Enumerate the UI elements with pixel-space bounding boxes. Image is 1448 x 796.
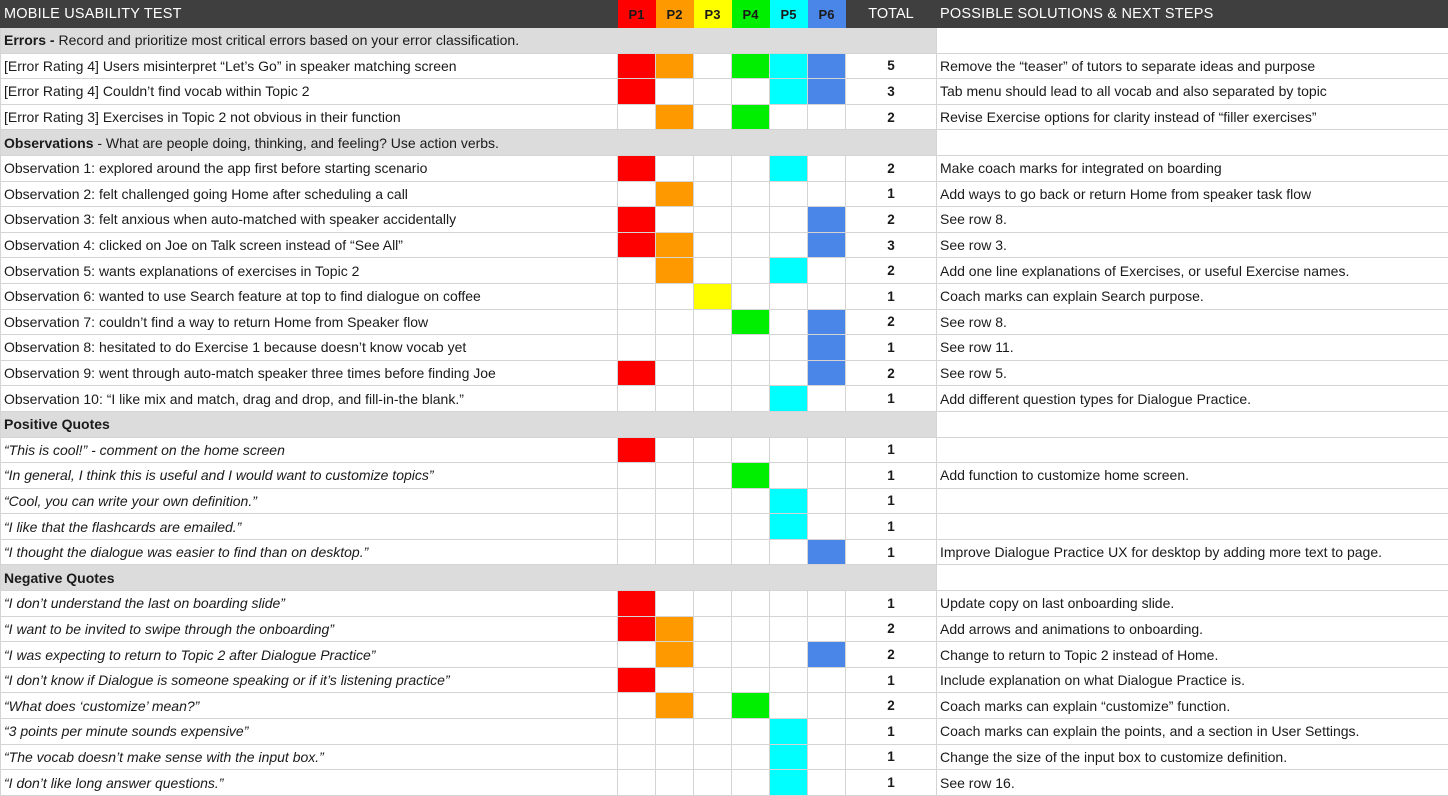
participant-mark-cell[interactable]	[808, 463, 846, 489]
solution-cell[interactable]	[937, 437, 1448, 463]
participant-mark-cell[interactable]	[694, 488, 732, 514]
participant-header[interactable]: P3	[694, 1, 732, 28]
section-description: - What are people doing, thinking, and feeling? Use action verbs.	[93, 134, 499, 151]
solution-cell[interactable]: Change the size of the input box to customize definition.	[937, 744, 1448, 770]
participant-mark-cell[interactable]	[732, 53, 770, 79]
total-cell[interactable]: 1	[846, 744, 937, 770]
participant-mark-cell[interactable]	[618, 181, 656, 207]
total-cell[interactable]: 5	[846, 53, 937, 79]
solution-cell[interactable]: Update copy on last onboarding slide.	[937, 591, 1448, 617]
participant-mark-cell[interactable]	[694, 539, 732, 565]
solution-cell[interactable]: Add one line explanations of Exercises, or useful Exercise names.	[937, 258, 1448, 284]
participant-mark-cell[interactable]	[808, 514, 846, 540]
sheet-body	[1, 28, 1448, 796]
table-row	[1, 719, 1448, 745]
solution-cell[interactable]: Coach marks can explain the points, and a section in User Settings.	[937, 719, 1448, 745]
participant-mark-cell[interactable]	[694, 744, 732, 770]
total-cell[interactable]: 2	[846, 642, 937, 668]
finding-cell[interactable]: “I want to be invited to swipe through the onboarding”	[1, 616, 618, 642]
solution-cell[interactable]: Revise Exercise options for clarity instead of “filler exercises”	[937, 104, 1448, 130]
participant-mark-cell[interactable]	[618, 514, 656, 540]
participant-mark-cell[interactable]	[618, 53, 656, 79]
participant-mark-cell[interactable]	[732, 181, 770, 207]
participant-mark-cell[interactable]	[694, 207, 732, 233]
participant-mark-cell[interactable]	[694, 104, 732, 130]
solution-cell[interactable]: Add function to customize home screen.	[937, 463, 1448, 489]
section-title: Negative Quotes	[4, 569, 115, 586]
participant-mark-cell[interactable]	[656, 53, 694, 79]
participant-mark-cell[interactable]	[808, 770, 846, 796]
finding-cell[interactable]: “Cool, you can write your own definition.”	[1, 488, 618, 514]
table-row	[1, 104, 1448, 130]
participant-mark-cell[interactable]	[770, 770, 808, 796]
section-header-row	[1, 565, 1448, 591]
participant-mark-cell[interactable]	[732, 463, 770, 489]
participant-mark-cell[interactable]	[732, 232, 770, 258]
participant-mark-cell[interactable]	[770, 155, 808, 181]
solution-cell[interactable]: Include explanation on what Dialogue Practice is.	[937, 667, 1448, 693]
participant-mark-cell[interactable]	[770, 386, 808, 412]
table-row	[1, 463, 1448, 489]
participant-mark-cell[interactable]	[618, 693, 656, 719]
participant-mark-cell[interactable]	[732, 437, 770, 463]
total-cell[interactable]: 1	[846, 437, 937, 463]
participant-mark-cell[interactable]	[656, 488, 694, 514]
participant-mark-cell[interactable]	[770, 360, 808, 386]
total-cell[interactable]: 1	[846, 719, 937, 745]
table-row	[1, 335, 1448, 361]
participant-mark-cell[interactable]	[770, 514, 808, 540]
participant-mark-cell[interactable]	[618, 386, 656, 412]
participant-mark-cell[interactable]	[618, 488, 656, 514]
participant-mark-cell[interactable]	[770, 642, 808, 668]
solution-cell[interactable]: Add different question types for Dialogue Practice.	[937, 386, 1448, 412]
finding-cell[interactable]: Observation 8: hesitated to do Exercise 1 because doesn’t know vocab yet	[1, 335, 618, 361]
participant-mark-cell[interactable]	[656, 155, 694, 181]
solution-cell[interactable]	[937, 488, 1448, 514]
participant-mark-cell[interactable]	[808, 386, 846, 412]
participant-mark-cell[interactable]	[656, 258, 694, 284]
participant-mark-cell[interactable]	[656, 693, 694, 719]
total-cell[interactable]: 1	[846, 181, 937, 207]
participant-mark-cell[interactable]	[656, 514, 694, 540]
finding-cell[interactable]: “What does ‘customize’ mean?”	[1, 693, 618, 719]
total-cell[interactable]: 1	[846, 591, 937, 617]
participant-mark-cell[interactable]	[808, 335, 846, 361]
participant-mark-cell[interactable]	[808, 667, 846, 693]
finding-cell[interactable]: “I like that the flashcards are emailed.”	[1, 514, 618, 540]
participant-mark-cell[interactable]	[808, 258, 846, 284]
total-cell[interactable]: 2	[846, 360, 937, 386]
participant-mark-cell[interactable]	[618, 283, 656, 309]
solution-cell[interactable]	[937, 411, 1448, 437]
participant-mark-cell[interactable]	[770, 207, 808, 233]
total-cell[interactable]: 2	[846, 104, 937, 130]
participant-mark-cell[interactable]	[732, 79, 770, 105]
solution-cell[interactable]: See row 5.	[937, 360, 1448, 386]
table-row	[1, 386, 1448, 412]
participant-mark-cell[interactable]	[656, 770, 694, 796]
participant-mark-cell[interactable]	[808, 181, 846, 207]
solution-cell[interactable]	[937, 565, 1448, 591]
table-row	[1, 514, 1448, 540]
participant-mark-cell[interactable]	[656, 386, 694, 412]
finding-cell[interactable]: Observation 9: went through auto-match speaker three times before finding Joe	[1, 360, 618, 386]
finding-cell[interactable]: “I was expecting to return to Topic 2 after Dialogue Practice”	[1, 642, 618, 668]
table-row	[1, 232, 1448, 258]
total-cell[interactable]: 1	[846, 488, 937, 514]
finding-cell[interactable]: “The vocab doesn’t make sense with the input box.”	[1, 744, 618, 770]
participant-mark-cell[interactable]	[732, 335, 770, 361]
participant-mark-cell[interactable]	[770, 258, 808, 284]
solution-cell[interactable]: Improve Dialogue Practice UX for desktop by adding more text to page.	[937, 539, 1448, 565]
participant-header[interactable]: P5	[770, 1, 808, 28]
participant-mark-cell[interactable]	[694, 79, 732, 105]
total-cell[interactable]: 2	[846, 616, 937, 642]
participant-mark-cell[interactable]	[694, 514, 732, 540]
participant-mark-cell[interactable]	[770, 463, 808, 489]
participant-mark-cell[interactable]	[694, 53, 732, 79]
participant-mark-cell[interactable]	[808, 591, 846, 617]
total-cell[interactable]: 1	[846, 335, 937, 361]
participant-mark-cell[interactable]	[770, 335, 808, 361]
table-row	[1, 744, 1448, 770]
total-cell[interactable]: 3	[846, 232, 937, 258]
participant-mark-cell[interactable]	[694, 258, 732, 284]
participant-mark-cell[interactable]	[694, 232, 732, 258]
participant-header[interactable]: P1	[618, 1, 656, 28]
participant-mark-cell[interactable]	[770, 719, 808, 745]
solution-cell[interactable]: Change to return to Topic 2 instead of Home.	[937, 642, 1448, 668]
total-cell[interactable]: 1	[846, 514, 937, 540]
participant-mark-cell[interactable]	[732, 642, 770, 668]
participant-mark-cell[interactable]	[770, 616, 808, 642]
participant-mark-cell[interactable]	[808, 539, 846, 565]
participant-mark-cell[interactable]	[732, 539, 770, 565]
participant-mark-cell[interactable]	[808, 79, 846, 105]
finding-cell[interactable]: [Error Rating 4] Users misinterpret “Let’s Go” in speaker matching screen	[1, 53, 618, 79]
participant-mark-cell[interactable]	[808, 488, 846, 514]
finding-cell[interactable]: “I don’t know if Dialogue is someone speaking or if it’s listening practice”	[1, 667, 618, 693]
participant-mark-cell[interactable]	[732, 155, 770, 181]
solution-cell[interactable]	[937, 514, 1448, 540]
participant-mark-cell[interactable]	[656, 104, 694, 130]
participant-mark-cell[interactable]	[694, 591, 732, 617]
participant-mark-cell[interactable]	[770, 667, 808, 693]
participant-mark-cell[interactable]	[732, 591, 770, 617]
solution-cell[interactable]: Tab menu should lead to all vocab and also separated by topic	[937, 79, 1448, 105]
table-row	[1, 770, 1448, 796]
participant-mark-cell[interactable]	[770, 437, 808, 463]
participant-mark-cell[interactable]	[618, 360, 656, 386]
participant-mark-cell[interactable]	[770, 591, 808, 617]
participant-mark-cell[interactable]	[656, 283, 694, 309]
participant-mark-cell[interactable]	[770, 744, 808, 770]
participant-mark-cell[interactable]	[808, 155, 846, 181]
table-row	[1, 283, 1448, 309]
participant-mark-cell[interactable]	[732, 283, 770, 309]
participant-mark-cell[interactable]	[656, 539, 694, 565]
table-row	[1, 693, 1448, 719]
solution-cell[interactable]: See row 11.	[937, 335, 1448, 361]
participant-mark-cell[interactable]	[656, 744, 694, 770]
total-cell[interactable]: 2	[846, 309, 937, 335]
participant-mark-cell[interactable]	[770, 539, 808, 565]
participant-mark-cell[interactable]	[618, 719, 656, 745]
table-row	[1, 437, 1448, 463]
solution-cell[interactable]: Make coach marks for integrated on boarding	[937, 155, 1448, 181]
participant-mark-cell[interactable]	[732, 488, 770, 514]
participant-mark-cell[interactable]	[694, 667, 732, 693]
sheet-title[interactable]: MOBILE USABILITY TEST	[1, 1, 618, 28]
finding-cell[interactable]: Observation 7: couldn’t find a way to return Home from Speaker flow	[1, 309, 618, 335]
total-cell[interactable]: 2	[846, 155, 937, 181]
solutions-header[interactable]: POSSIBLE SOLUTIONS & NEXT STEPS	[937, 1, 1448, 28]
participant-mark-cell[interactable]	[618, 437, 656, 463]
solution-cell[interactable]	[937, 28, 1448, 54]
participant-mark-cell[interactable]	[618, 744, 656, 770]
participant-mark-cell[interactable]	[694, 616, 732, 642]
participant-mark-cell[interactable]	[694, 386, 732, 412]
participant-mark-cell[interactable]	[694, 335, 732, 361]
finding-cell[interactable]: “3 points per minute sounds expensive”	[1, 719, 618, 745]
participant-header[interactable]: P2	[656, 1, 694, 28]
participant-mark-cell[interactable]	[770, 232, 808, 258]
participant-mark-cell[interactable]	[732, 667, 770, 693]
section-title-cell[interactable]	[1, 565, 937, 591]
section-description: Record and prioritize most critical errors based on your error classification.	[54, 32, 520, 49]
finding-cell[interactable]: Observation 3: felt anxious when auto-matched with speaker accidentally	[1, 207, 618, 233]
solution-cell[interactable]: Coach marks can explain Search purpose.	[937, 283, 1448, 309]
participant-mark-cell[interactable]	[694, 437, 732, 463]
solution-cell[interactable]: Add arrows and animations to onboarding.	[937, 616, 1448, 642]
participant-mark-cell[interactable]	[808, 207, 846, 233]
participant-mark-cell[interactable]	[770, 309, 808, 335]
solution-cell[interactable]: Add ways to go back or return Home from speaker task flow	[937, 181, 1448, 207]
participant-mark-cell[interactable]	[618, 591, 656, 617]
participant-mark-cell[interactable]	[808, 437, 846, 463]
participant-mark-cell[interactable]	[770, 488, 808, 514]
table-row	[1, 539, 1448, 565]
table-row	[1, 309, 1448, 335]
section-title-cell[interactable]	[1, 130, 937, 156]
participant-header[interactable]: P4	[732, 1, 770, 28]
participant-mark-cell[interactable]	[656, 207, 694, 233]
participant-mark-cell[interactable]	[808, 104, 846, 130]
table-row	[1, 181, 1448, 207]
participant-mark-cell[interactable]	[656, 616, 694, 642]
finding-cell[interactable]: Observation 5: wants explanations of exercises in Topic 2	[1, 258, 618, 284]
participant-mark-cell[interactable]	[732, 719, 770, 745]
table-row	[1, 616, 1448, 642]
participant-mark-cell[interactable]	[770, 693, 808, 719]
table-row	[1, 155, 1448, 181]
participant-mark-cell[interactable]	[694, 155, 732, 181]
participant-mark-cell[interactable]	[618, 642, 656, 668]
total-cell[interactable]: 1	[846, 770, 937, 796]
participant-mark-cell[interactable]	[808, 693, 846, 719]
finding-cell[interactable]: [Error Rating 3] Exercises in Topic 2 not obvious in their function	[1, 104, 618, 130]
participant-mark-cell[interactable]	[770, 104, 808, 130]
participant-mark-cell[interactable]	[694, 283, 732, 309]
total-header[interactable]: TOTAL	[846, 1, 937, 28]
participant-mark-cell[interactable]	[808, 616, 846, 642]
participant-mark-cell[interactable]	[732, 770, 770, 796]
participant-mark-cell[interactable]	[694, 463, 732, 489]
total-cell[interactable]: 1	[846, 283, 937, 309]
participant-mark-cell[interactable]	[808, 283, 846, 309]
table-row	[1, 642, 1448, 668]
table-row	[1, 258, 1448, 284]
participant-mark-cell[interactable]	[656, 667, 694, 693]
table-row	[1, 360, 1448, 386]
participant-mark-cell[interactable]	[732, 207, 770, 233]
participant-mark-cell[interactable]	[618, 155, 656, 181]
solution-cell[interactable]: See row 8.	[937, 309, 1448, 335]
finding-cell[interactable]: “This is cool!” - comment on the home screen	[1, 437, 618, 463]
table-row	[1, 591, 1448, 617]
participant-mark-cell[interactable]	[618, 463, 656, 489]
total-cell[interactable]: 2	[846, 258, 937, 284]
participant-mark-cell[interactable]	[618, 309, 656, 335]
participant-mark-cell[interactable]	[732, 514, 770, 540]
solution-cell[interactable]: See row 16.	[937, 770, 1448, 796]
participant-mark-cell[interactable]	[656, 309, 694, 335]
finding-cell[interactable]: Observation 4: clicked on Joe on Talk screen instead of “See All”	[1, 232, 618, 258]
participant-mark-cell[interactable]	[694, 770, 732, 796]
participant-mark-cell[interactable]	[770, 53, 808, 79]
participant-mark-cell[interactable]	[656, 463, 694, 489]
participant-mark-cell[interactable]	[656, 79, 694, 105]
participant-mark-cell[interactable]	[732, 693, 770, 719]
participant-mark-cell[interactable]	[656, 719, 694, 745]
total-cell[interactable]: 3	[846, 79, 937, 105]
solution-cell[interactable]: Coach marks can explain “customize” function.	[937, 693, 1448, 719]
finding-cell[interactable]: Observation 2: felt challenged going Home after scheduling a call	[1, 181, 618, 207]
participant-mark-cell[interactable]	[770, 181, 808, 207]
participant-header[interactable]: P6	[808, 1, 846, 28]
table-row	[1, 79, 1448, 105]
participant-mark-cell[interactable]	[618, 616, 656, 642]
table-row	[1, 207, 1448, 233]
participant-mark-cell[interactable]	[732, 360, 770, 386]
participant-mark-cell[interactable]	[656, 360, 694, 386]
participant-mark-cell[interactable]	[618, 232, 656, 258]
section-title-cell[interactable]	[1, 28, 937, 54]
participant-mark-cell[interactable]	[694, 693, 732, 719]
section-title-cell[interactable]	[1, 411, 937, 437]
finding-cell[interactable]: [Error Rating 4] Couldn’t find vocab within Topic 2	[1, 79, 618, 105]
finding-cell[interactable]: “In general, I think this is useful and I would want to customize topics”	[1, 463, 618, 489]
solution-cell[interactable]: See row 3.	[937, 232, 1448, 258]
participant-mark-cell[interactable]	[618, 335, 656, 361]
finding-cell[interactable]: Observation 6: wanted to use Search feature at top to find dialogue on coffee	[1, 283, 618, 309]
participant-mark-cell[interactable]	[656, 335, 694, 361]
participant-mark-cell[interactable]	[808, 744, 846, 770]
participant-mark-cell[interactable]	[694, 719, 732, 745]
participant-mark-cell[interactable]	[808, 719, 846, 745]
solution-cell[interactable]: Remove the “teaser” of tutors to separate ideas and purpose	[937, 53, 1448, 79]
participant-mark-cell[interactable]	[808, 642, 846, 668]
participant-mark-cell[interactable]	[618, 104, 656, 130]
participant-mark-cell[interactable]	[656, 591, 694, 617]
total-cell[interactable]: 1	[846, 667, 937, 693]
finding-cell[interactable]: “I thought the dialogue was easier to find than on desktop.”	[1, 539, 618, 565]
participant-mark-cell[interactable]	[732, 616, 770, 642]
table-row	[1, 667, 1448, 693]
participant-mark-cell[interactable]	[808, 360, 846, 386]
participant-mark-cell[interactable]	[770, 283, 808, 309]
participant-mark-cell[interactable]	[694, 360, 732, 386]
solution-cell[interactable]: See row 8.	[937, 207, 1448, 233]
participant-mark-cell[interactable]	[732, 309, 770, 335]
table-row	[1, 53, 1448, 79]
participant-mark-cell[interactable]	[618, 539, 656, 565]
finding-cell[interactable]: “I don’t like long answer questions.”	[1, 770, 618, 796]
participant-mark-cell[interactable]	[656, 181, 694, 207]
participant-mark-cell[interactable]	[770, 79, 808, 105]
participant-mark-cell[interactable]	[808, 232, 846, 258]
total-cell[interactable]: 1	[846, 386, 937, 412]
participant-mark-cell[interactable]	[618, 258, 656, 284]
participant-mark-cell[interactable]	[732, 258, 770, 284]
participant-mark-cell[interactable]	[694, 181, 732, 207]
total-cell[interactable]: 1	[846, 539, 937, 565]
total-cell[interactable]: 2	[846, 693, 937, 719]
total-cell[interactable]: 2	[846, 207, 937, 233]
section-header-row	[1, 411, 1448, 437]
participant-mark-cell[interactable]	[732, 104, 770, 130]
participant-mark-cell[interactable]	[732, 386, 770, 412]
participant-mark-cell[interactable]	[618, 770, 656, 796]
participant-mark-cell[interactable]	[618, 667, 656, 693]
section-title: Errors -	[4, 32, 55, 49]
finding-cell[interactable]: Observation 1: explored around the app first before starting scenario	[1, 155, 618, 181]
finding-cell[interactable]: Observation 10: “I like mix and match, drag and drop, and fill-in-the blank.”	[1, 386, 618, 412]
solution-cell[interactable]	[937, 130, 1448, 156]
section-header-row	[1, 28, 1448, 54]
participant-mark-cell[interactable]	[808, 53, 846, 79]
participant-mark-cell[interactable]	[618, 79, 656, 105]
participant-mark-cell[interactable]	[694, 642, 732, 668]
participant-mark-cell[interactable]	[656, 437, 694, 463]
participant-mark-cell[interactable]	[656, 232, 694, 258]
total-cell[interactable]: 1	[846, 463, 937, 489]
participant-mark-cell[interactable]	[694, 309, 732, 335]
section-title: Positive Quotes	[4, 416, 110, 433]
table-row	[1, 488, 1448, 514]
participant-mark-cell[interactable]	[618, 207, 656, 233]
participant-mark-cell[interactable]	[732, 744, 770, 770]
section-title: Observations	[4, 134, 94, 151]
finding-cell[interactable]: “I don’t understand the last on boarding slide”	[1, 591, 618, 617]
header-row	[1, 1, 1448, 28]
participant-mark-cell[interactable]	[808, 309, 846, 335]
section-header-row	[1, 130, 1448, 156]
participant-mark-cell[interactable]	[656, 642, 694, 668]
